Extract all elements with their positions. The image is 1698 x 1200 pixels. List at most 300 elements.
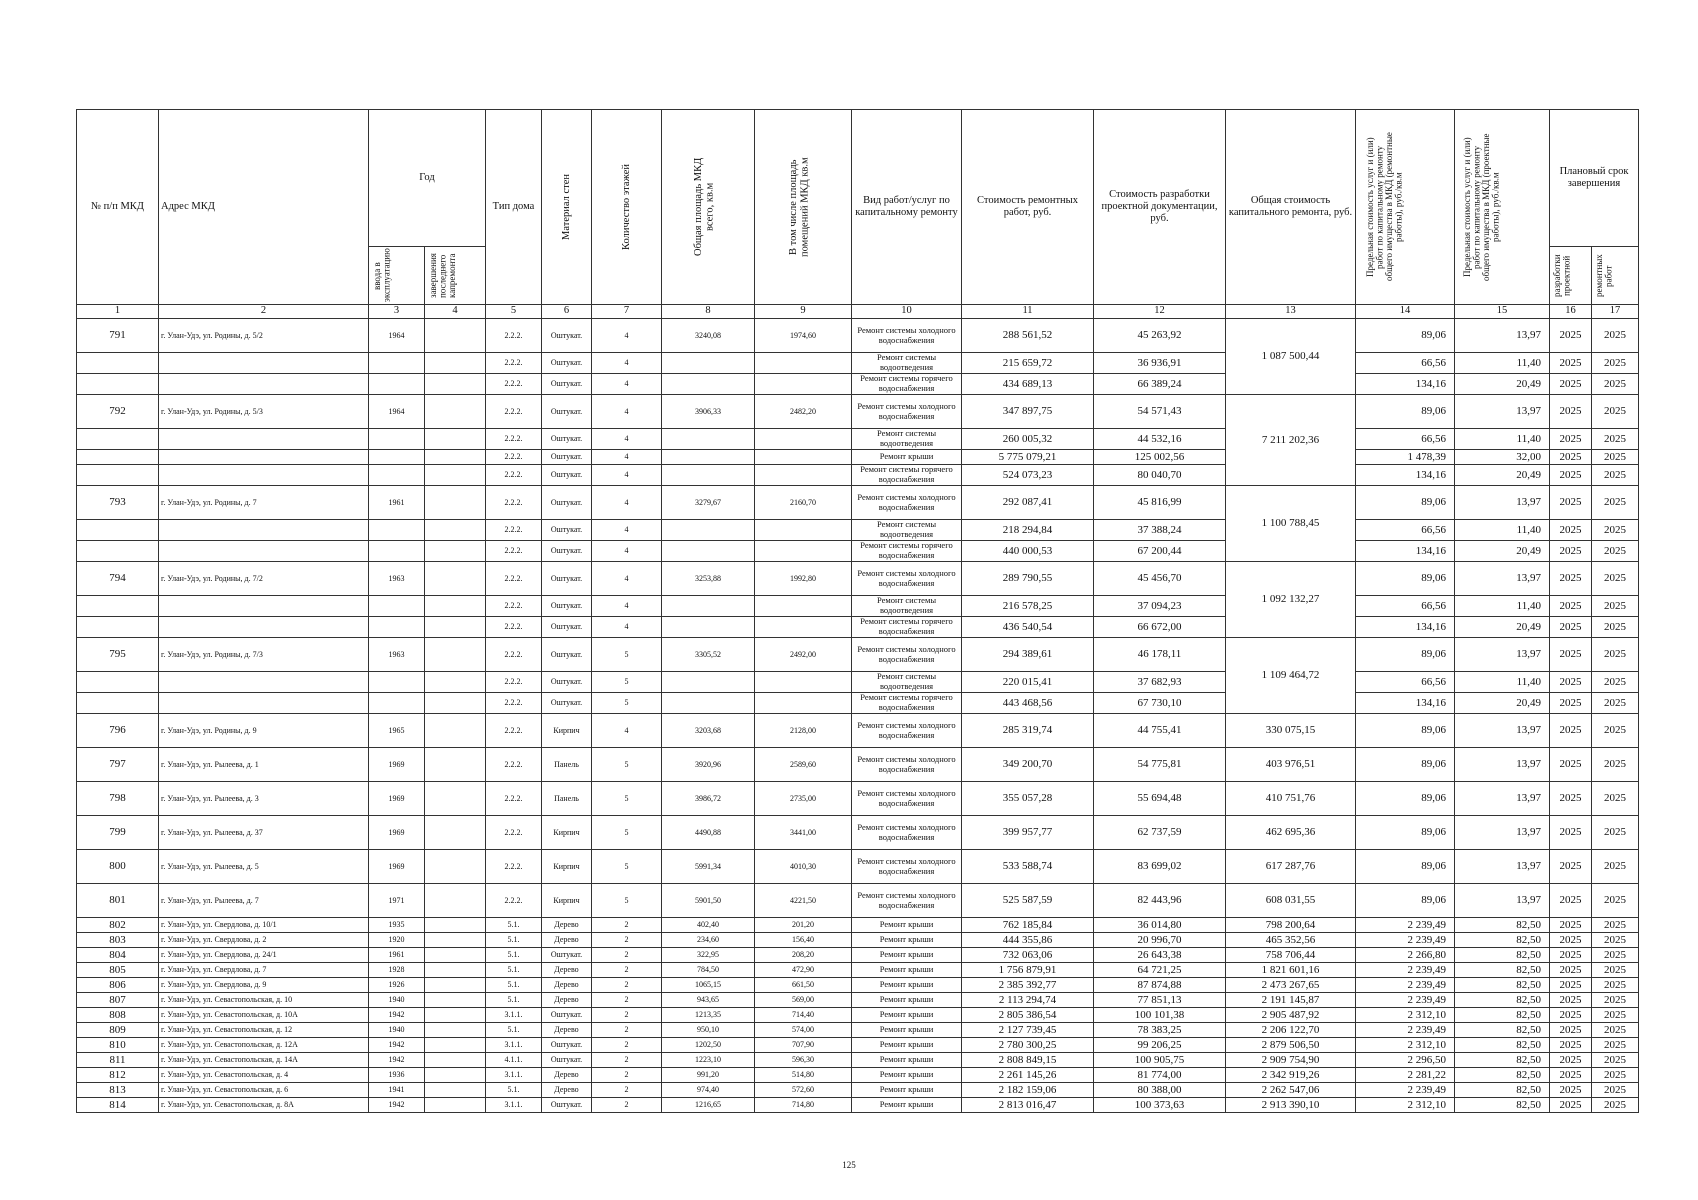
limit-design-cell: 20,49 bbox=[1455, 693, 1550, 714]
address-cell bbox=[159, 693, 369, 714]
work-type-cell: Ремонт системы водоотведения bbox=[852, 672, 962, 693]
table-row bbox=[77, 850, 1639, 884]
address-cell: г. Улан-Удэ, ул. Севастопольская, д. 12 bbox=[159, 1023, 369, 1038]
floors-cell: 5 bbox=[592, 672, 662, 693]
house-type-cell: 2.2.2. bbox=[486, 353, 542, 374]
repair-cost-cell: 2 127 739,45 bbox=[962, 1023, 1094, 1038]
header-work-type: Вид работ/услуг по капитальному ремонту bbox=[852, 110, 962, 305]
limit-design-cell: 11,40 bbox=[1455, 672, 1550, 693]
design-cost-cell: 81 774,00 bbox=[1094, 1068, 1226, 1083]
work-type-cell: Ремонт крыши bbox=[852, 450, 962, 465]
floors-cell: 2 bbox=[592, 933, 662, 948]
table-row bbox=[77, 782, 1639, 816]
repair-cost-cell: 355 057,28 bbox=[962, 782, 1094, 816]
term-repair-cell: 2025 bbox=[1592, 816, 1639, 850]
floors-cell: 2 bbox=[592, 1068, 662, 1083]
total-area-cell bbox=[662, 672, 755, 693]
house-type-cell: 5.1. bbox=[486, 933, 542, 948]
total-cost-cell: 2 879 506,50 bbox=[1226, 1038, 1356, 1053]
wall-material-cell: Оштукат. bbox=[542, 520, 592, 541]
year-last-repair-cell bbox=[425, 353, 486, 374]
term-repair-cell: 2025 bbox=[1592, 395, 1639, 429]
term-repair-cell: 2025 bbox=[1592, 353, 1639, 374]
house-number-cell: 794 bbox=[77, 562, 159, 596]
term-repair-cell: 2025 bbox=[1592, 520, 1639, 541]
house-type-cell: 4.1.1. bbox=[486, 1053, 542, 1068]
limit-design-cell: 13,97 bbox=[1455, 782, 1550, 816]
limit-repair-cell: 2 281,22 bbox=[1356, 1068, 1455, 1083]
repair-cost-cell: 349 200,70 bbox=[962, 748, 1094, 782]
premises-area-cell: 2735,00 bbox=[755, 782, 852, 816]
floors-cell: 4 bbox=[592, 353, 662, 374]
repair-cost-cell: 444 355,86 bbox=[962, 933, 1094, 948]
wall-material-cell: Дерево bbox=[542, 978, 592, 993]
total-area-cell: 1216,65 bbox=[662, 1098, 755, 1113]
year-last-repair-cell bbox=[425, 714, 486, 748]
repair-cost-cell: 215 659,72 bbox=[962, 353, 1094, 374]
premises-area-cell: 1992,80 bbox=[755, 562, 852, 596]
house-number-cell: 809 bbox=[77, 1023, 159, 1038]
total-cost-cell: 798 200,64 bbox=[1226, 918, 1356, 933]
total-area-cell bbox=[662, 353, 755, 374]
limit-design-cell: 11,40 bbox=[1455, 596, 1550, 617]
repair-cost-cell: 216 578,25 bbox=[962, 596, 1094, 617]
total-area-cell bbox=[662, 541, 755, 562]
total-area-cell: 943,65 bbox=[662, 993, 755, 1008]
column-number: 9 bbox=[755, 305, 852, 319]
term-design-cell: 2025 bbox=[1550, 374, 1592, 395]
repair-cost-cell: 399 957,77 bbox=[962, 816, 1094, 850]
premises-area-cell bbox=[755, 541, 852, 562]
year-commission-cell bbox=[369, 520, 425, 541]
design-cost-cell: 37 388,24 bbox=[1094, 520, 1226, 541]
total-area-cell: 3240,08 bbox=[662, 319, 755, 353]
wall-material-cell: Оштукат. bbox=[542, 1008, 592, 1023]
limit-repair-cell: 66,56 bbox=[1356, 596, 1455, 617]
total-cost-cell: 1 109 464,72 bbox=[1226, 638, 1356, 714]
term-repair-cell: 2025 bbox=[1592, 450, 1639, 465]
repair-cost-cell: 260 005,32 bbox=[962, 429, 1094, 450]
limit-design-cell: 20,49 bbox=[1455, 374, 1550, 395]
house-number-cell bbox=[77, 353, 159, 374]
address-cell: г. Улан-Удэ, ул. Свердлова, д. 10/1 bbox=[159, 918, 369, 933]
address-cell: г. Улан-Удэ, ул. Рылеева, д. 5 bbox=[159, 850, 369, 884]
limit-design-cell: 13,97 bbox=[1455, 850, 1550, 884]
header-row-1 bbox=[77, 110, 1639, 247]
year-last-repair-cell bbox=[425, 1038, 486, 1053]
term-design-cell: 2025 bbox=[1550, 486, 1592, 520]
term-design-cell: 2025 bbox=[1550, 748, 1592, 782]
year-commission-cell: 1969 bbox=[369, 782, 425, 816]
design-cost-cell: 80 388,00 bbox=[1094, 1083, 1226, 1098]
limit-repair-cell: 2 239,49 bbox=[1356, 978, 1455, 993]
house-number-cell: 800 bbox=[77, 850, 159, 884]
house-number-cell bbox=[77, 672, 159, 693]
floors-cell: 5 bbox=[592, 816, 662, 850]
house-number-cell: 802 bbox=[77, 918, 159, 933]
year-last-repair-cell bbox=[425, 596, 486, 617]
wall-material-cell: Оштукат. bbox=[542, 1098, 592, 1113]
work-type-cell: Ремонт системы холодного водоснабжения bbox=[852, 782, 962, 816]
premises-area-cell: 572,60 bbox=[755, 1083, 852, 1098]
house-number-cell bbox=[77, 429, 159, 450]
header-year: Год bbox=[369, 110, 486, 247]
house-number-cell: 799 bbox=[77, 816, 159, 850]
table-row bbox=[77, 1053, 1639, 1068]
year-commission-cell: 1942 bbox=[369, 1053, 425, 1068]
work-type-cell: Ремонт крыши bbox=[852, 963, 962, 978]
house-type-cell: 2.2.2. bbox=[486, 714, 542, 748]
table-row bbox=[77, 672, 1639, 693]
premises-area-cell: 156,40 bbox=[755, 933, 852, 948]
year-last-repair-cell bbox=[425, 429, 486, 450]
header-limit-repair bbox=[1356, 110, 1455, 305]
premises-area-cell: 2482,20 bbox=[755, 395, 852, 429]
term-repair-cell: 2025 bbox=[1592, 850, 1639, 884]
total-area-cell bbox=[662, 596, 755, 617]
house-number-cell: 797 bbox=[77, 748, 159, 782]
term-design-cell: 2025 bbox=[1550, 1083, 1592, 1098]
repair-cost-cell: 2 113 294,74 bbox=[962, 993, 1094, 1008]
work-type-cell: Ремонт крыши bbox=[852, 1053, 962, 1068]
total-area-cell: 3203,68 bbox=[662, 714, 755, 748]
address-cell bbox=[159, 520, 369, 541]
total-cost-cell: 1 821 601,16 bbox=[1226, 963, 1356, 978]
limit-repair-cell: 2 312,10 bbox=[1356, 1038, 1455, 1053]
table-row bbox=[77, 520, 1639, 541]
limit-design-cell: 11,40 bbox=[1455, 429, 1550, 450]
premises-area-cell bbox=[755, 465, 852, 486]
year-commission-cell: 1920 bbox=[369, 933, 425, 948]
limit-design-cell: 13,97 bbox=[1455, 748, 1550, 782]
year-last-repair-cell bbox=[425, 850, 486, 884]
address-cell: г. Улан-Удэ, ул. Родины, д. 7 bbox=[159, 486, 369, 520]
term-design-cell: 2025 bbox=[1550, 1023, 1592, 1038]
address-cell bbox=[159, 429, 369, 450]
year-commission-cell: 1926 bbox=[369, 978, 425, 993]
header-term-design-text: разработки проектной bbox=[1551, 254, 1571, 297]
total-cost-cell: 2 905 487,92 bbox=[1226, 1008, 1356, 1023]
limit-design-cell: 13,97 bbox=[1455, 816, 1550, 850]
total-area-cell: 1213,35 bbox=[662, 1008, 755, 1023]
wall-material-cell: Оштукат. bbox=[542, 353, 592, 374]
premises-area-cell: 569,00 bbox=[755, 993, 852, 1008]
repair-cost-cell: 220 015,41 bbox=[962, 672, 1094, 693]
limit-repair-cell: 2 239,49 bbox=[1356, 918, 1455, 933]
column-number: 14 bbox=[1356, 305, 1455, 319]
year-commission-cell: 1965 bbox=[369, 714, 425, 748]
premises-area-cell: 2128,00 bbox=[755, 714, 852, 748]
term-repair-cell: 2025 bbox=[1592, 562, 1639, 596]
repair-cost-cell: 524 073,23 bbox=[962, 465, 1094, 486]
design-cost-cell: 44 755,41 bbox=[1094, 714, 1226, 748]
year-last-repair-cell bbox=[425, 1023, 486, 1038]
table-row bbox=[77, 884, 1639, 918]
wall-material-cell: Оштукат. bbox=[542, 596, 592, 617]
floors-cell: 2 bbox=[592, 1053, 662, 1068]
limit-repair-cell: 89,06 bbox=[1356, 638, 1455, 672]
total-area-cell: 402,40 bbox=[662, 918, 755, 933]
house-type-cell: 2.2.2. bbox=[486, 816, 542, 850]
design-cost-cell: 67 200,44 bbox=[1094, 541, 1226, 562]
table-row bbox=[77, 353, 1639, 374]
limit-repair-cell: 134,16 bbox=[1356, 465, 1455, 486]
total-area-cell: 3253,88 bbox=[662, 562, 755, 596]
design-cost-cell: 62 737,59 bbox=[1094, 816, 1226, 850]
address-cell: г. Улан-Удэ, ул. Севастопольская, д. 4 bbox=[159, 1068, 369, 1083]
table-row bbox=[77, 1023, 1639, 1038]
limit-repair-cell: 2 239,49 bbox=[1356, 963, 1455, 978]
work-type-cell: Ремонт системы холодного водоснабжения bbox=[852, 638, 962, 672]
term-repair-cell: 2025 bbox=[1592, 978, 1639, 993]
floors-cell: 5 bbox=[592, 782, 662, 816]
house-number-cell bbox=[77, 520, 159, 541]
floors-cell: 2 bbox=[592, 1008, 662, 1023]
limit-repair-cell: 89,06 bbox=[1356, 714, 1455, 748]
term-repair-cell: 2025 bbox=[1592, 617, 1639, 638]
limit-design-cell: 20,49 bbox=[1455, 617, 1550, 638]
house-number-cell: 801 bbox=[77, 884, 159, 918]
premises-area-cell: 574,00 bbox=[755, 1023, 852, 1038]
premises-area-cell: 201,20 bbox=[755, 918, 852, 933]
total-area-cell bbox=[662, 617, 755, 638]
limit-repair-cell: 89,06 bbox=[1356, 748, 1455, 782]
year-commission-cell bbox=[369, 353, 425, 374]
table-row bbox=[77, 486, 1639, 520]
repair-cost-cell: 2 385 392,77 bbox=[962, 978, 1094, 993]
house-number-cell bbox=[77, 596, 159, 617]
house-type-cell: 2.2.2. bbox=[486, 465, 542, 486]
address-cell: г. Улан-Удэ, ул. Севастопольская, д. 6 bbox=[159, 1083, 369, 1098]
house-number-cell: 806 bbox=[77, 978, 159, 993]
wall-material-cell: Кирпич bbox=[542, 714, 592, 748]
wall-material-cell: Оштукат. bbox=[542, 465, 592, 486]
house-number-cell: 808 bbox=[77, 1008, 159, 1023]
term-repair-cell: 2025 bbox=[1592, 672, 1639, 693]
wall-material-cell: Оштукат. bbox=[542, 617, 592, 638]
total-area-cell: 5991,34 bbox=[662, 850, 755, 884]
premises-area-cell: 208,20 bbox=[755, 948, 852, 963]
year-commission-cell: 1942 bbox=[369, 1038, 425, 1053]
total-area-cell: 3279,67 bbox=[662, 486, 755, 520]
limit-design-cell: 13,97 bbox=[1455, 638, 1550, 672]
limit-repair-cell: 134,16 bbox=[1356, 541, 1455, 562]
term-design-cell: 2025 bbox=[1550, 520, 1592, 541]
limit-design-cell: 13,97 bbox=[1455, 395, 1550, 429]
wall-material-cell: Оштукат. bbox=[542, 1038, 592, 1053]
limit-design-cell: 11,40 bbox=[1455, 520, 1550, 541]
house-number-cell bbox=[77, 617, 159, 638]
total-area-cell: 1223,10 bbox=[662, 1053, 755, 1068]
total-area-cell: 784,50 bbox=[662, 963, 755, 978]
term-design-cell: 2025 bbox=[1550, 395, 1592, 429]
work-type-cell: Ремонт системы водоотведения bbox=[852, 596, 962, 617]
house-type-cell: 5.1. bbox=[486, 993, 542, 1008]
term-design-cell: 2025 bbox=[1550, 596, 1592, 617]
total-area-cell bbox=[662, 465, 755, 486]
year-commission-cell: 1971 bbox=[369, 884, 425, 918]
year-last-repair-cell bbox=[425, 450, 486, 465]
term-repair-cell: 2025 bbox=[1592, 541, 1639, 562]
total-cost-cell: 1 087 500,44 bbox=[1226, 319, 1356, 395]
total-area-cell bbox=[662, 429, 755, 450]
work-type-cell: Ремонт крыши bbox=[852, 933, 962, 948]
year-last-repair-cell bbox=[425, 486, 486, 520]
house-type-cell: 2.2.2. bbox=[486, 617, 542, 638]
design-cost-cell: 82 443,96 bbox=[1094, 884, 1226, 918]
house-type-cell: 2.2.2. bbox=[486, 562, 542, 596]
term-repair-cell: 2025 bbox=[1592, 748, 1639, 782]
table-row bbox=[77, 1083, 1639, 1098]
limit-design-cell: 11,40 bbox=[1455, 353, 1550, 374]
repair-cost-cell: 292 087,41 bbox=[962, 486, 1094, 520]
design-cost-cell: 20 996,70 bbox=[1094, 933, 1226, 948]
term-design-cell: 2025 bbox=[1550, 541, 1592, 562]
total-area-cell: 5901,50 bbox=[662, 884, 755, 918]
work-type-cell: Ремонт крыши bbox=[852, 1098, 962, 1113]
limit-design-cell: 82,50 bbox=[1455, 978, 1550, 993]
header-premises-area bbox=[755, 110, 852, 305]
house-type-cell: 5.1. bbox=[486, 1083, 542, 1098]
design-cost-cell: 99 206,25 bbox=[1094, 1038, 1226, 1053]
year-last-repair-cell bbox=[425, 617, 486, 638]
floors-cell: 2 bbox=[592, 978, 662, 993]
design-cost-cell: 37 094,23 bbox=[1094, 596, 1226, 617]
repair-cost-cell: 288 561,52 bbox=[962, 319, 1094, 353]
wall-material-cell: Кирпич bbox=[542, 816, 592, 850]
limit-design-cell: 82,50 bbox=[1455, 993, 1550, 1008]
work-type-cell: Ремонт системы холодного водоснабжения bbox=[852, 486, 962, 520]
address-cell bbox=[159, 617, 369, 638]
design-cost-cell: 80 040,70 bbox=[1094, 465, 1226, 486]
house-number-cell bbox=[77, 541, 159, 562]
column-number: 7 bbox=[592, 305, 662, 319]
house-type-cell: 2.2.2. bbox=[486, 429, 542, 450]
address-cell: г. Улан-Удэ, ул. Свердлова, д. 2 bbox=[159, 933, 369, 948]
work-type-cell: Ремонт системы горячего водоснабжения bbox=[852, 541, 962, 562]
address-cell bbox=[159, 465, 369, 486]
column-number: 2 bbox=[159, 305, 369, 319]
total-area-cell: 1065,15 bbox=[662, 978, 755, 993]
wall-material-cell: Оштукат. bbox=[542, 450, 592, 465]
year-last-repair-cell bbox=[425, 884, 486, 918]
table-row bbox=[77, 1098, 1639, 1113]
design-cost-cell: 45 263,92 bbox=[1094, 319, 1226, 353]
limit-design-cell: 13,97 bbox=[1455, 714, 1550, 748]
limit-design-cell: 13,97 bbox=[1455, 884, 1550, 918]
house-type-cell: 5.1. bbox=[486, 1023, 542, 1038]
total-cost-cell: 462 695,36 bbox=[1226, 816, 1356, 850]
total-area-cell: 3305,52 bbox=[662, 638, 755, 672]
work-type-cell: Ремонт крыши bbox=[852, 978, 962, 993]
total-cost-cell: 2 913 390,10 bbox=[1226, 1098, 1356, 1113]
total-area-cell bbox=[662, 693, 755, 714]
year-last-repair-cell bbox=[425, 933, 486, 948]
limit-design-cell: 82,50 bbox=[1455, 1038, 1550, 1053]
floors-cell: 4 bbox=[592, 429, 662, 450]
work-type-cell: Ремонт крыши bbox=[852, 1038, 962, 1053]
house-type-cell: 5.1. bbox=[486, 918, 542, 933]
address-cell: г. Улан-Удэ, ул. Рылеева, д. 3 bbox=[159, 782, 369, 816]
term-repair-cell: 2025 bbox=[1592, 1053, 1639, 1068]
year-commission-cell: 1969 bbox=[369, 850, 425, 884]
house-number-cell: 798 bbox=[77, 782, 159, 816]
premises-area-cell: 2492,00 bbox=[755, 638, 852, 672]
header-address: Адрес МКД bbox=[159, 110, 369, 305]
term-repair-cell: 2025 bbox=[1592, 596, 1639, 617]
table-row bbox=[77, 1038, 1639, 1053]
header-num: № п/п МКД bbox=[77, 110, 159, 305]
floors-cell: 4 bbox=[592, 465, 662, 486]
address-cell: г. Улан-Удэ, ул. Севастопольская, д. 14А bbox=[159, 1053, 369, 1068]
premises-area-cell bbox=[755, 520, 852, 541]
year-commission-cell: 1941 bbox=[369, 1083, 425, 1098]
term-repair-cell: 2025 bbox=[1592, 963, 1639, 978]
wall-material-cell: Кирпич bbox=[542, 884, 592, 918]
year-commission-cell: 1940 bbox=[369, 993, 425, 1008]
work-type-cell: Ремонт системы водоотведения bbox=[852, 353, 962, 374]
year-last-repair-cell bbox=[425, 948, 486, 963]
total-cost-cell: 403 976,51 bbox=[1226, 748, 1356, 782]
limit-repair-cell: 2 239,49 bbox=[1356, 993, 1455, 1008]
total-area-cell: 234,60 bbox=[662, 933, 755, 948]
design-cost-cell: 55 694,48 bbox=[1094, 782, 1226, 816]
design-cost-cell: 45 456,70 bbox=[1094, 562, 1226, 596]
premises-area-cell: 514,80 bbox=[755, 1068, 852, 1083]
address-cell bbox=[159, 596, 369, 617]
address-cell: г. Улан-Удэ, ул. Севастопольская, д. 8А bbox=[159, 1098, 369, 1113]
year-commission-cell: 1964 bbox=[369, 395, 425, 429]
house-type-cell: 3.1.1. bbox=[486, 1008, 542, 1023]
house-type-cell: 2.2.2. bbox=[486, 486, 542, 520]
header-floors-text: Количество этажей bbox=[620, 164, 632, 250]
total-area-cell: 3906,33 bbox=[662, 395, 755, 429]
column-number: 12 bbox=[1094, 305, 1226, 319]
year-last-repair-cell bbox=[425, 520, 486, 541]
header-planned-term: Плановый срок завершения bbox=[1550, 110, 1639, 247]
limit-repair-cell: 89,06 bbox=[1356, 395, 1455, 429]
floors-cell: 2 bbox=[592, 948, 662, 963]
house-type-cell: 2.2.2. bbox=[486, 672, 542, 693]
floors-cell: 4 bbox=[592, 486, 662, 520]
design-cost-cell: 36 014,80 bbox=[1094, 918, 1226, 933]
limit-repair-cell: 2 312,10 bbox=[1356, 1008, 1455, 1023]
table-row bbox=[77, 562, 1639, 596]
premises-area-cell: 2589,60 bbox=[755, 748, 852, 782]
year-last-repair-cell bbox=[425, 782, 486, 816]
wall-material-cell: Оштукат. bbox=[542, 672, 592, 693]
house-number-cell: 814 bbox=[77, 1098, 159, 1113]
table-row bbox=[77, 429, 1639, 450]
limit-design-cell: 20,49 bbox=[1455, 465, 1550, 486]
column-number: 4 bbox=[425, 305, 486, 319]
header-wall-material bbox=[542, 110, 592, 305]
header-wall-material-text: Материал стен bbox=[560, 174, 572, 240]
premises-area-cell: 472,90 bbox=[755, 963, 852, 978]
design-cost-cell: 37 682,93 bbox=[1094, 672, 1226, 693]
design-cost-cell: 45 816,99 bbox=[1094, 486, 1226, 520]
term-design-cell: 2025 bbox=[1550, 429, 1592, 450]
limit-repair-cell: 134,16 bbox=[1356, 617, 1455, 638]
year-last-repair-cell bbox=[425, 1083, 486, 1098]
limit-design-cell: 82,50 bbox=[1455, 1068, 1550, 1083]
header-limit-repair-text: Предельная стоимость услуг и (или) работ по капитальному ремонту общего имущества в МКД (ремонтные работы), руб./кв.м bbox=[1365, 132, 1404, 282]
limit-repair-cell: 89,06 bbox=[1356, 850, 1455, 884]
house-type-cell: 2.2.2. bbox=[486, 596, 542, 617]
total-cost-cell: 608 031,55 bbox=[1226, 884, 1356, 918]
year-last-repair-cell bbox=[425, 562, 486, 596]
repair-cost-cell: 762 185,84 bbox=[962, 918, 1094, 933]
